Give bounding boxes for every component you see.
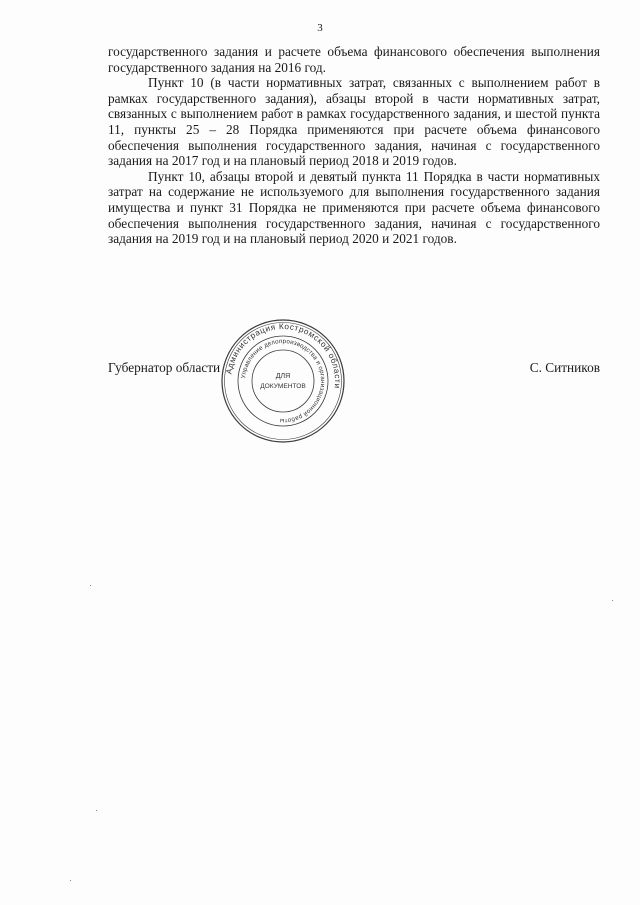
- document-body: [108, 44, 600, 247]
- stamp-center-line2: ДОКУМЕНТОВ: [260, 383, 306, 390]
- svg-text:Управление делопроизводства и: [240, 338, 326, 424]
- official-seal-stamp: [219, 317, 347, 445]
- stamp-outer-text: Администрация Костромской области: [224, 321, 343, 390]
- signatory-name: С. Ситников: [529, 360, 600, 375]
- stamp-center-line1: ДЛЯ: [275, 373, 291, 380]
- scan-speck: [90, 585, 91, 586]
- paragraph-continuation: государственного задания и расчете объема финансового обеспечения выполнения государственного задания на 2016 год.: [108, 44, 600, 75]
- scan-speck: [96, 810, 97, 811]
- paragraph-point-10-property: Пункт 10, абзацы второй и девятый пункта 11 Порядка в части нормативных затрат на содержание не используемого для выполнения государственного задания имущества и пункт 31 Порядка не применяются при расчете объема финансового обеспечения выполнения государственного задания, начиная с государственного задания на 2019 год и на плановый период 2020 и 2021 годов.: [108, 168, 600, 247]
- scan-speck: [612, 600, 613, 601]
- scan-speck: [70, 880, 71, 881]
- signatory-title: Губернатор области: [108, 360, 221, 375]
- paragraph-point-10-works: Пункт 10 (в части нормативных затрат, связанных с выполнением работ в рамках государственного задания), абзацы второй в части нормативных затрат, связанных с выполнением работ в рамках государственного задания, и шестой пункта 11, пункты 25 – 28 Порядка применяются при расчете объема финансового обеспечения выполнения государственного задания, начиная с государственного задания на 2017 год и на плановый период 2018 и 2019 годов.: [108, 75, 600, 169]
- page-number: 3: [317, 22, 323, 34]
- stamp-inner-text: Управление делопроизводства и организационной работы: [240, 337, 327, 425]
- signature-block: [108, 360, 600, 384]
